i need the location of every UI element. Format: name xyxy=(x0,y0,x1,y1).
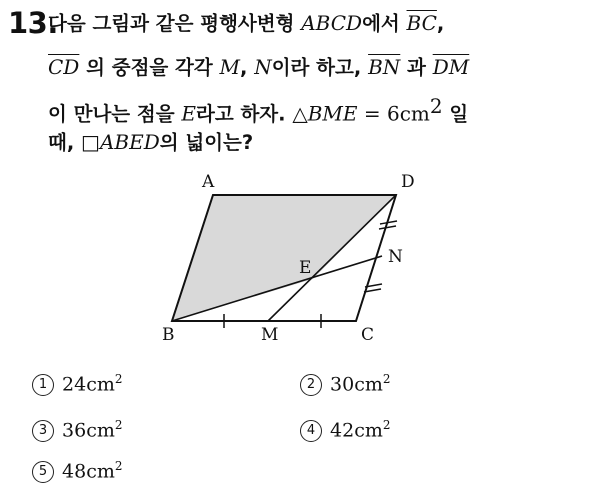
text: , xyxy=(240,56,255,79)
choice-value: 42 xyxy=(330,419,355,442)
label-n: N xyxy=(388,247,403,267)
label-b: B xyxy=(162,325,175,345)
choice-unit: cm xyxy=(354,419,383,442)
label-m: M xyxy=(261,325,279,345)
triangle-symbol: △ xyxy=(292,101,308,126)
choice-number-4: 4 xyxy=(300,420,322,442)
choice-unit-exponent: 2 xyxy=(114,372,123,386)
choice-number-1: 1 xyxy=(32,374,54,396)
choice-unit-exponent: 2 xyxy=(382,418,391,432)
math-equals: = 6 xyxy=(357,101,400,126)
text: 이라 하고, xyxy=(271,56,369,79)
choice-4[interactable] xyxy=(300,418,391,442)
text: 라고 하자. xyxy=(196,102,293,126)
text: 때, xyxy=(48,131,82,154)
text: 다음 그림과 같은 평행사변형 xyxy=(48,12,302,35)
choice-unit: cm xyxy=(86,460,115,483)
label-c: C xyxy=(361,325,375,345)
label-a: A xyxy=(202,172,215,192)
math-abed: ABED xyxy=(99,130,160,154)
text: 일 xyxy=(442,102,469,126)
segment-bn: $\overline{BN}$ xyxy=(368,55,401,79)
square-symbol: □ xyxy=(81,130,100,154)
problem-number: 13. xyxy=(8,6,58,40)
unit-exponent: 2 xyxy=(429,94,443,118)
text: 의 중점을 각각 xyxy=(79,56,220,79)
choice-number-5: 5 xyxy=(32,461,54,483)
unit: cm xyxy=(399,101,430,126)
label-e: E xyxy=(299,258,312,278)
segment-cd: $\overline{CD}$ xyxy=(48,55,80,79)
math-e: E xyxy=(181,101,196,126)
segment-bc: $\overline{BC}$ xyxy=(406,11,437,35)
text: , xyxy=(436,12,445,35)
choice-5[interactable] xyxy=(32,459,123,483)
choice-value: 36 xyxy=(62,419,87,442)
text: 에서 xyxy=(362,12,407,35)
choice-1[interactable] xyxy=(32,372,123,396)
choice-3[interactable] xyxy=(32,418,123,442)
choice-number-2: 2 xyxy=(300,374,322,396)
math-bme: BME xyxy=(307,101,358,126)
choice-number-3: 3 xyxy=(32,420,54,442)
choice-unit: cm xyxy=(354,373,383,396)
choice-unit: cm xyxy=(86,419,115,442)
choice-value: 30 xyxy=(330,373,355,396)
choice-2[interactable] xyxy=(300,372,391,396)
text: 이 만나는 점을 xyxy=(48,102,182,126)
choice-value: 24 xyxy=(62,373,87,396)
choice-unit-exponent: 2 xyxy=(114,459,123,473)
math-m: M xyxy=(219,55,241,79)
math-parallelogram: ABCD xyxy=(301,11,363,35)
choice-value: 48 xyxy=(62,460,87,483)
text: 의 넓이는? xyxy=(159,131,254,154)
label-d: D xyxy=(401,172,415,192)
math-n: N xyxy=(254,55,272,79)
tick-dn-2 xyxy=(379,226,396,229)
choice-unit-exponent: 2 xyxy=(114,418,123,432)
choice-unit: cm xyxy=(86,373,115,396)
choice-unit-exponent: 2 xyxy=(382,372,391,386)
segment-dm: $\overline{DM}$ xyxy=(432,55,470,79)
text: 과 xyxy=(400,56,433,79)
